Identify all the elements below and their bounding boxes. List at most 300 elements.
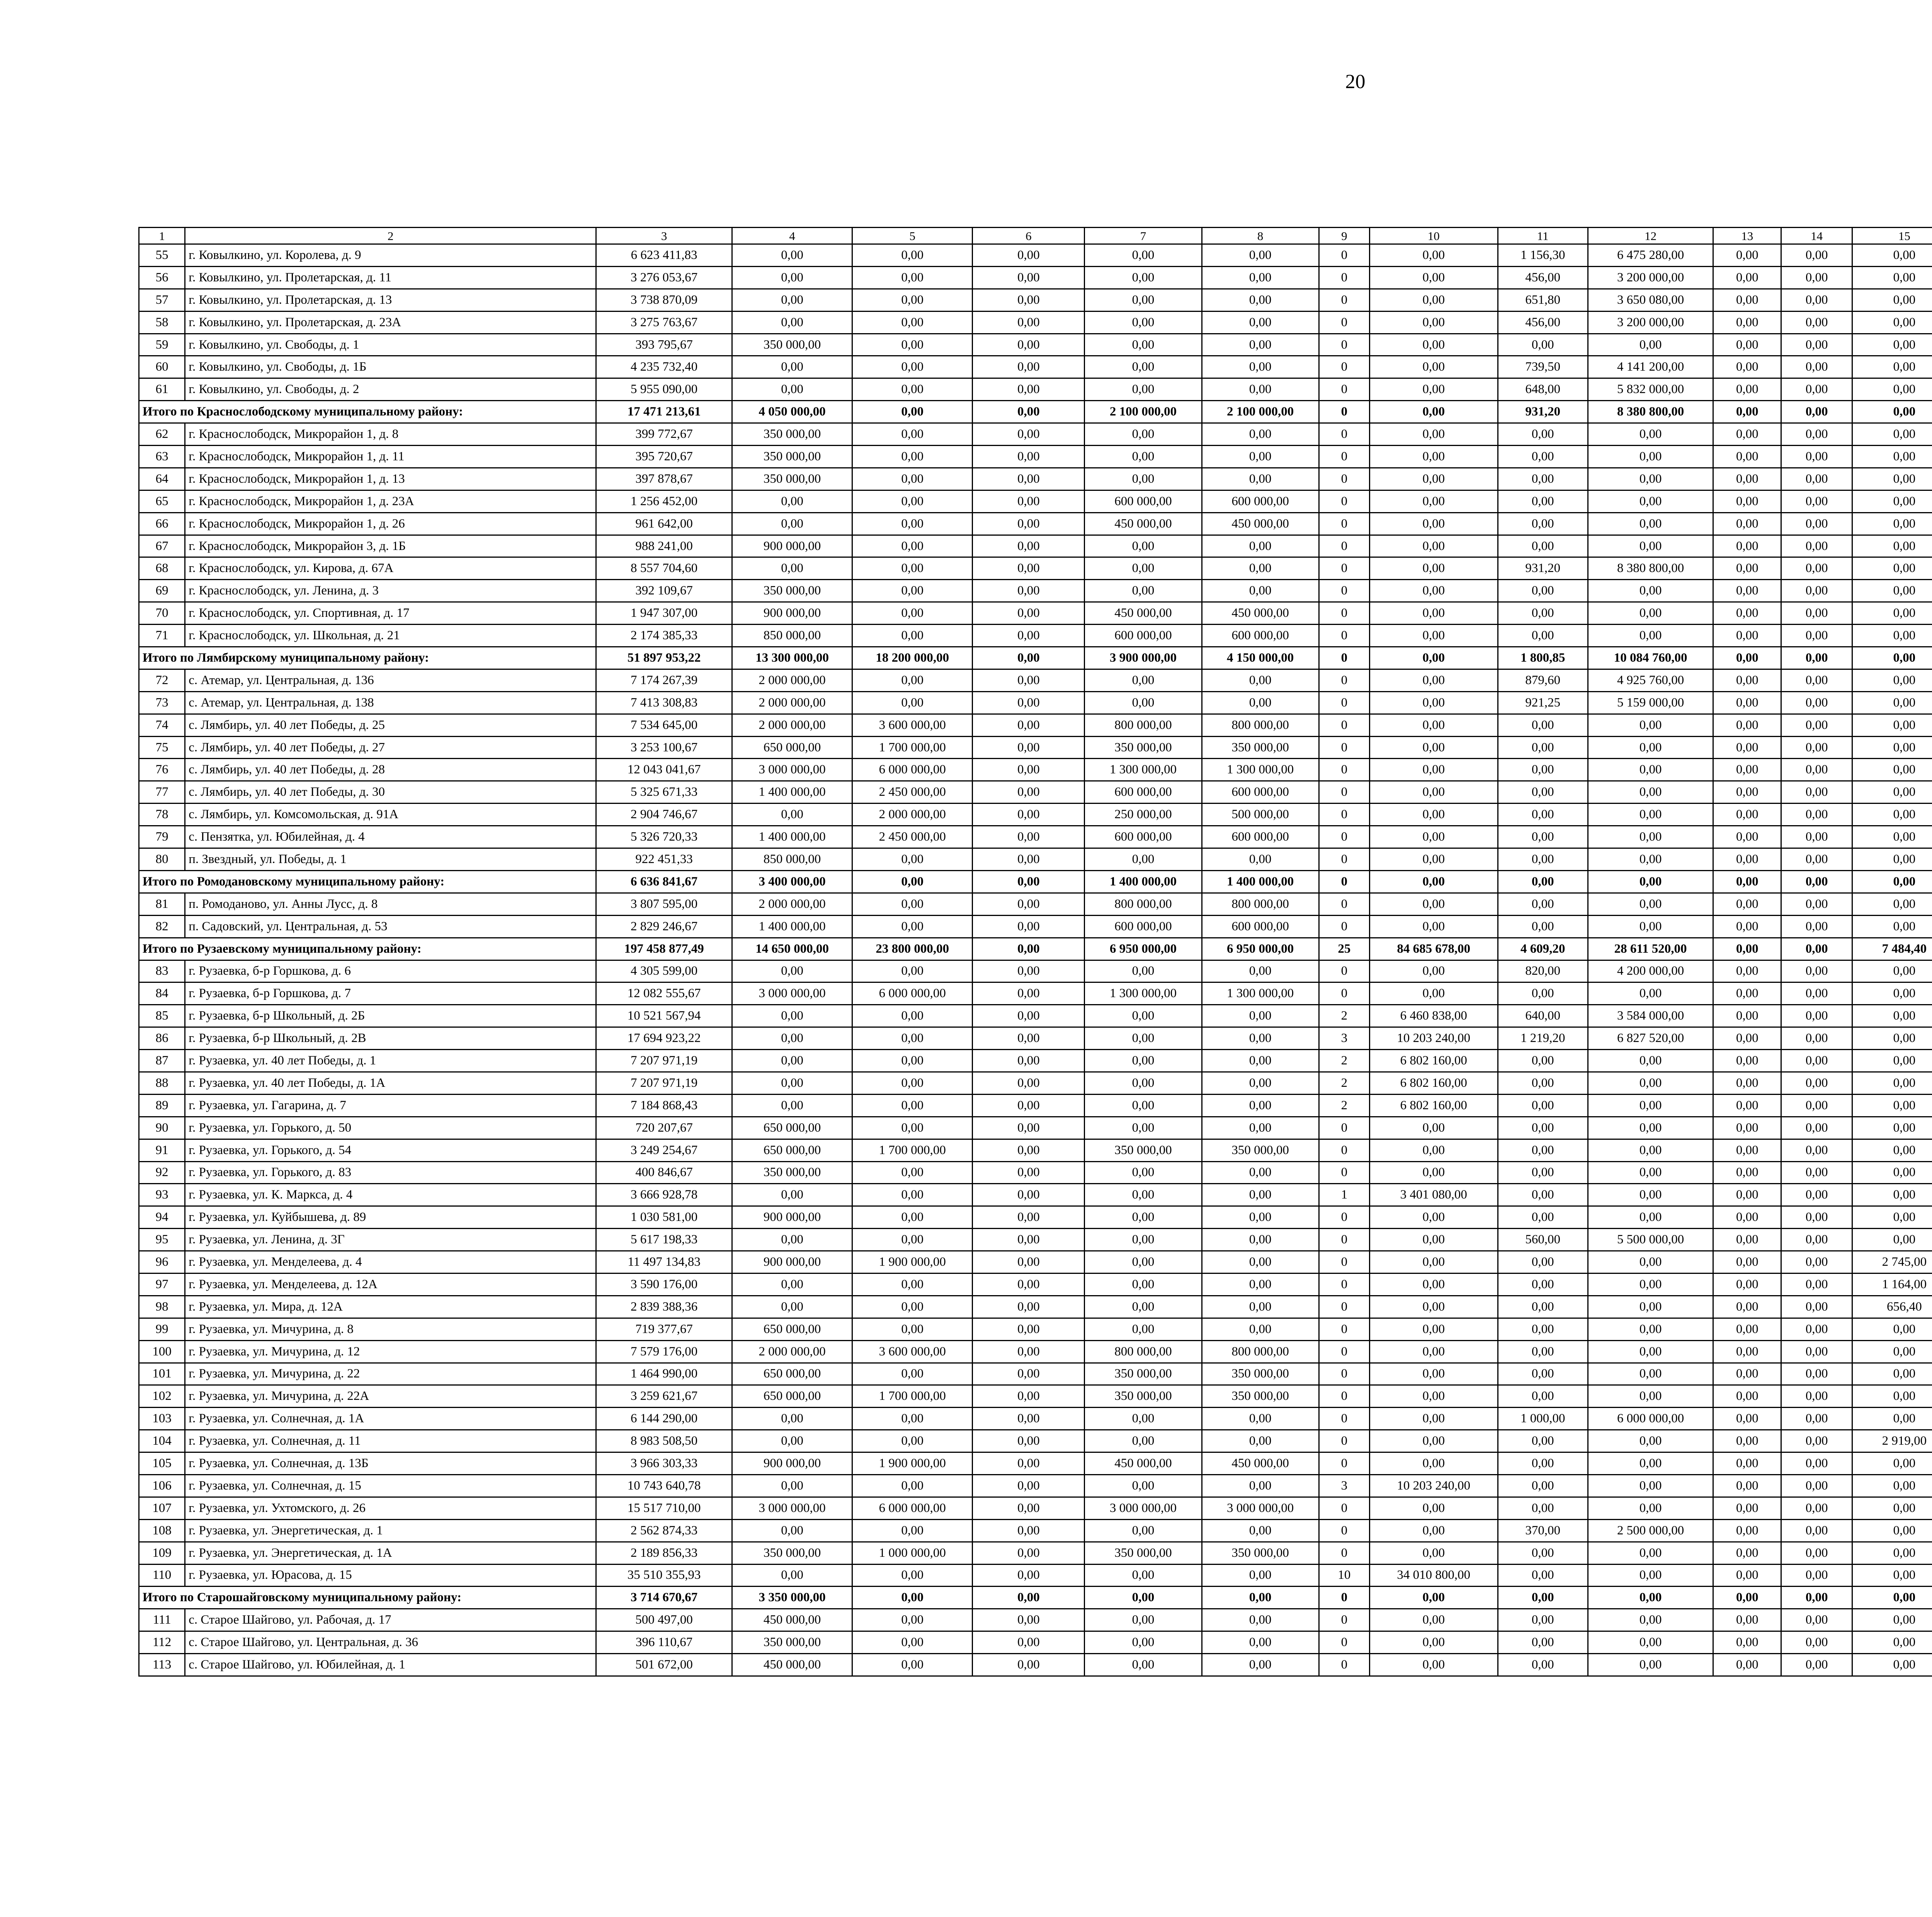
address-cell: п. Ромоданово, ул. Анны Лусс, д. 8	[185, 893, 596, 915]
value-cell: 1 030 581,00	[596, 1206, 732, 1229]
row-number-cell: 77	[139, 781, 185, 804]
value-cell: 1 219,20	[1498, 1027, 1588, 1050]
value-cell: 0,00	[1781, 804, 1852, 826]
value-cell: 17 694 923,22	[596, 1027, 732, 1050]
value-cell: 0,00	[973, 557, 1085, 580]
subtotal-cell: 2 100 000,00	[1202, 401, 1319, 423]
value-cell: 0,00	[1370, 781, 1498, 804]
value-cell: 0,00	[1588, 1609, 1713, 1631]
row-number-cell: 59	[139, 334, 185, 356]
subtotal-cell: 0,00	[1713, 647, 1781, 669]
table-row	[139, 1542, 1932, 1564]
value-cell: 0,00	[1852, 446, 1932, 468]
value-cell: 0,00	[852, 691, 973, 714]
address-cell: г. Краснослободск, ул. Спортивная, д. 17	[185, 602, 596, 625]
value-cell: 0,00	[1370, 580, 1498, 602]
row-number-cell: 64	[139, 468, 185, 490]
value-cell: 6 827 520,00	[1588, 1027, 1713, 1050]
table-row	[139, 1273, 1932, 1296]
value-cell: 3 584 000,00	[1588, 1005, 1713, 1027]
value-cell: 0,00	[1588, 535, 1713, 557]
value-cell: 0,00	[1370, 826, 1498, 848]
value-cell: 720 207,67	[596, 1117, 732, 1139]
value-cell: 0,00	[973, 1318, 1085, 1340]
value-cell: 0,00	[1713, 1027, 1781, 1050]
value-cell: 6 144 290,00	[596, 1408, 732, 1430]
table-row	[139, 1318, 1932, 1340]
value-cell: 0,00	[1781, 1117, 1852, 1139]
value-cell: 0,00	[1085, 580, 1202, 602]
value-cell: 0,00	[1588, 736, 1713, 759]
value-cell: 0,00	[852, 1072, 973, 1094]
value-cell: 5 159 000,00	[1588, 691, 1713, 714]
value-cell: 0,00	[852, 893, 973, 915]
value-cell: 8 557 704,60	[596, 557, 732, 580]
value-cell: 0,00	[1202, 535, 1319, 557]
value-cell: 0,00	[1498, 736, 1588, 759]
address-cell: с. Пензятка, ул. Юбилейная, д. 4	[185, 826, 596, 848]
value-cell: 0,00	[973, 423, 1085, 446]
subtotal-cell: 1 400 000,00	[1202, 870, 1319, 893]
value-cell: 0,00	[1781, 982, 1852, 1005]
value-cell: 399 772,67	[596, 423, 732, 446]
value-cell: 0,00	[1498, 1497, 1588, 1519]
value-cell: 2 904 746,67	[596, 804, 732, 826]
value-cell: 0,00	[1588, 759, 1713, 781]
value-cell: 0,00	[1713, 334, 1781, 356]
subtotal-cell: 18 200 000,00	[852, 647, 973, 669]
value-cell: 0,00	[1713, 423, 1781, 446]
table-row	[139, 1184, 1932, 1206]
table-row	[139, 311, 1932, 334]
value-cell: 0	[1319, 781, 1369, 804]
value-cell: 0,00	[1713, 557, 1781, 580]
value-cell: 0,00	[1588, 468, 1713, 490]
value-cell: 0,00	[732, 289, 852, 311]
address-cell: с. Лямбирь, ул. 40 лет Победы, д. 30	[185, 781, 596, 804]
address-cell: г. Ковылкино, ул. Свободы, д. 2	[185, 378, 596, 401]
subtotal-cell: 0,00	[852, 1587, 973, 1609]
value-cell: 0,00	[1370, 266, 1498, 289]
value-cell: 0,00	[1713, 1631, 1781, 1654]
value-cell: 350 000,00	[732, 580, 852, 602]
value-cell: 2 174 385,33	[596, 625, 732, 647]
subtotal-cell: 197 458 877,49	[596, 938, 732, 960]
value-cell: 0	[1319, 1273, 1369, 1296]
value-cell: 650 000,00	[732, 1318, 852, 1340]
value-cell: 2	[1319, 1072, 1369, 1094]
value-cell: 34 010 800,00	[1370, 1564, 1498, 1587]
value-cell: 0,00	[1370, 446, 1498, 468]
value-cell: 6 000 000,00	[852, 759, 973, 781]
value-cell: 0,00	[973, 691, 1085, 714]
value-cell: 0,00	[1852, 1094, 1932, 1117]
value-cell: 0,00	[852, 848, 973, 871]
value-cell: 0,00	[1370, 311, 1498, 334]
value-cell: 350 000,00	[732, 468, 852, 490]
value-cell: 0,00	[732, 1094, 852, 1117]
value-cell: 3 000 000,00	[732, 982, 852, 1005]
value-cell: 4 200 000,00	[1588, 960, 1713, 982]
row-number-cell: 109	[139, 1542, 185, 1564]
value-cell: 0,00	[852, 1430, 973, 1452]
value-cell: 0,00	[1370, 691, 1498, 714]
value-cell: 0,00	[852, 378, 973, 401]
value-cell: 0,00	[1852, 915, 1932, 938]
value-cell: 393 795,67	[596, 334, 732, 356]
value-cell: 0,00	[1202, 1027, 1319, 1050]
value-cell: 0,00	[1085, 468, 1202, 490]
column-number-cell: 2	[185, 228, 596, 244]
value-cell: 12 043 041,67	[596, 759, 732, 781]
value-cell: 0,00	[732, 1430, 852, 1452]
value-cell: 0,00	[973, 334, 1085, 356]
value-cell: 0,00	[1713, 1408, 1781, 1430]
value-cell: 0,00	[1202, 1251, 1319, 1273]
value-cell: 5 832 000,00	[1588, 378, 1713, 401]
value-cell: 0,00	[973, 736, 1085, 759]
value-cell: 651,80	[1498, 289, 1588, 311]
address-cell: г. Рузаевка, ул. 40 лет Победы, д. 1А	[185, 1072, 596, 1094]
value-cell: 350 000,00	[732, 1542, 852, 1564]
value-cell: 0,00	[1588, 1273, 1713, 1296]
value-cell: 0,00	[1202, 244, 1319, 267]
value-cell: 0,00	[1202, 1094, 1319, 1117]
value-cell: 0,00	[1202, 311, 1319, 334]
value-cell: 1 700 000,00	[852, 1139, 973, 1161]
table-row	[139, 557, 1932, 580]
value-cell: 0,00	[1713, 691, 1781, 714]
subtotal-cell: 0,00	[1498, 870, 1588, 893]
value-cell: 640,00	[1498, 1005, 1588, 1027]
value-cell: 0,00	[973, 244, 1085, 267]
value-cell: 0,00	[1498, 1452, 1588, 1475]
address-cell: г. Рузаевка, ул. Горького, д. 83	[185, 1161, 596, 1184]
subtotal-cell: 0,00	[1498, 1587, 1588, 1609]
value-cell: 0,00	[1852, 1609, 1932, 1631]
value-cell: 0,00	[973, 893, 1085, 915]
value-cell: 0,00	[1202, 1184, 1319, 1206]
value-cell: 0,00	[852, 1519, 973, 1542]
value-cell: 0,00	[1202, 356, 1319, 378]
value-cell: 1 300 000,00	[1085, 759, 1202, 781]
value-cell: 0	[1319, 244, 1369, 267]
value-cell: 0,00	[973, 535, 1085, 557]
value-cell: 0,00	[1370, 289, 1498, 311]
value-cell: 0,00	[1498, 982, 1588, 1005]
value-cell: 0,00	[1713, 1094, 1781, 1117]
value-cell: 6 000 000,00	[852, 982, 973, 1005]
value-cell: 0,00	[852, 1363, 973, 1385]
subtotal-cell: 0,00	[973, 1587, 1085, 1609]
subtotal-cell: 0,00	[1852, 870, 1932, 893]
address-cell: г. Краснослободск, ул. Школьная, д. 21	[185, 625, 596, 647]
value-cell: 0,00	[1713, 1139, 1781, 1161]
value-cell: 3 000 000,00	[732, 759, 852, 781]
address-cell: п. Садовский, ул. Центральная, д. 53	[185, 915, 596, 938]
value-cell: 0,00	[852, 625, 973, 647]
value-cell: 6 000 000,00	[1588, 1408, 1713, 1430]
value-cell: 0,00	[1713, 1385, 1781, 1408]
value-cell: 1 400 000,00	[732, 826, 852, 848]
value-cell: 0,00	[973, 1072, 1085, 1094]
value-cell: 0,00	[732, 266, 852, 289]
address-cell: г. Краснослободск, Микрорайон 1, д. 8	[185, 423, 596, 446]
address-cell: с. Лямбирь, ул. 40 лет Победы, д. 25	[185, 714, 596, 736]
value-cell: 5 617 198,33	[596, 1229, 732, 1251]
subtotal-cell: 13 300 000,00	[732, 647, 852, 669]
table-row	[139, 1408, 1932, 1430]
subtotal-cell: 0,00	[1713, 401, 1781, 423]
value-cell: 0,00	[1781, 490, 1852, 512]
value-cell: 0,00	[973, 982, 1085, 1005]
value-cell: 3	[1319, 1474, 1369, 1497]
value-cell: 0,00	[1498, 826, 1588, 848]
address-cell: г. Рузаевка, ул. Солнечная, д. 15	[185, 1474, 596, 1497]
table-row	[139, 1497, 1932, 1519]
value-cell: 0,00	[973, 714, 1085, 736]
value-cell: 0,00	[852, 468, 973, 490]
table-row	[139, 1072, 1932, 1094]
table-row	[139, 1564, 1932, 1587]
table-row	[139, 1005, 1932, 1027]
value-cell: 0	[1319, 1161, 1369, 1184]
value-cell: 7 174 267,39	[596, 669, 732, 691]
table-row	[139, 893, 1932, 915]
value-cell: 0	[1319, 1206, 1369, 1229]
value-cell: 0	[1319, 1251, 1369, 1273]
value-cell: 0,00	[1085, 266, 1202, 289]
table-row	[139, 781, 1932, 804]
value-cell: 0,00	[1713, 804, 1781, 826]
value-cell: 0,00	[852, 289, 973, 311]
value-cell: 0,00	[1781, 557, 1852, 580]
table-row	[139, 1474, 1932, 1497]
value-cell: 0,00	[1781, 736, 1852, 759]
table-row	[139, 960, 1932, 982]
value-cell: 0	[1319, 1340, 1369, 1363]
address-cell: г. Рузаевка, ул. Энергетическая, д. 1	[185, 1519, 596, 1542]
table-row	[139, 1206, 1932, 1229]
value-cell: 0,00	[1498, 804, 1588, 826]
value-cell: 0,00	[732, 1519, 852, 1542]
value-cell: 0,00	[1588, 1363, 1713, 1385]
value-cell: 600 000,00	[1085, 625, 1202, 647]
value-cell: 0,00	[732, 244, 852, 267]
row-number-cell: 75	[139, 736, 185, 759]
value-cell: 5 325 671,33	[596, 781, 732, 804]
value-cell: 0,00	[1370, 848, 1498, 871]
value-cell: 0,00	[852, 244, 973, 267]
subtotal-cell: 17 471 213,61	[596, 401, 732, 423]
table-row	[139, 826, 1932, 848]
value-cell: 650 000,00	[732, 1139, 852, 1161]
subtotal-cell: 28 611 520,00	[1588, 938, 1713, 960]
value-cell: 0,00	[973, 1542, 1085, 1564]
value-cell: 0,00	[1713, 1564, 1781, 1587]
subtotal-cell: 0,00	[1713, 1587, 1781, 1609]
value-cell: 0,00	[732, 490, 852, 512]
table-row	[139, 490, 1932, 512]
value-cell: 3 807 595,00	[596, 893, 732, 915]
address-cell: г. Краснослободск, ул. Ленина, д. 3	[185, 580, 596, 602]
subtotal-cell: 0,00	[973, 938, 1085, 960]
value-cell: 0,00	[1852, 289, 1932, 311]
value-cell: 0,00	[852, 580, 973, 602]
value-cell: 0,00	[973, 1251, 1085, 1273]
value-cell: 0,00	[1781, 669, 1852, 691]
value-cell: 1 300 000,00	[1202, 759, 1319, 781]
value-cell: 456,00	[1498, 311, 1588, 334]
value-cell: 0,00	[1202, 1564, 1319, 1587]
value-cell: 0,00	[1202, 1474, 1319, 1497]
value-cell: 0,00	[1852, 557, 1932, 580]
value-cell: 0,00	[1498, 1631, 1588, 1654]
table-row	[139, 580, 1932, 602]
row-number-cell: 106	[139, 1474, 185, 1497]
value-cell: 0,00	[973, 1564, 1085, 1587]
value-cell: 0,00	[1498, 1542, 1588, 1564]
value-cell: 0	[1319, 580, 1369, 602]
row-number-cell: 93	[139, 1184, 185, 1206]
value-cell: 0,00	[732, 1050, 852, 1072]
value-cell: 921,25	[1498, 691, 1588, 714]
value-cell: 0,00	[1085, 1408, 1202, 1430]
address-cell: г. Рузаевка, ул. Менделеева, д. 12А	[185, 1273, 596, 1296]
row-number-cell: 56	[139, 266, 185, 289]
value-cell: 0,00	[1085, 356, 1202, 378]
value-cell: 800 000,00	[1202, 893, 1319, 915]
value-cell: 0,00	[1085, 311, 1202, 334]
value-cell: 8 380 800,00	[1588, 557, 1713, 580]
value-cell: 1 300 000,00	[1202, 982, 1319, 1005]
table-row	[139, 804, 1932, 826]
address-cell: г. Рузаевка, ул. Менделеева, д. 4	[185, 1251, 596, 1273]
value-cell: 0,00	[973, 1609, 1085, 1631]
row-number-cell: 112	[139, 1631, 185, 1654]
value-cell: 0,00	[1713, 266, 1781, 289]
value-cell: 0,00	[1085, 1184, 1202, 1206]
table-row	[139, 512, 1932, 535]
value-cell: 0,00	[1713, 1474, 1781, 1497]
subtotal-cell: 0,00	[852, 870, 973, 893]
value-cell: 3 738 870,09	[596, 289, 732, 311]
value-cell: 0,00	[1781, 446, 1852, 468]
value-cell: 0,00	[732, 1273, 852, 1296]
value-cell: 0,00	[1713, 1229, 1781, 1251]
value-cell: 0	[1319, 378, 1369, 401]
value-cell: 0	[1319, 1430, 1369, 1452]
subtotal-cell: 0,00	[1852, 647, 1932, 669]
value-cell: 0,00	[1852, 960, 1932, 982]
value-cell: 0,00	[1713, 826, 1781, 848]
value-cell: 0,00	[1202, 960, 1319, 982]
value-cell: 0,00	[1588, 804, 1713, 826]
value-cell: 0	[1319, 1452, 1369, 1475]
value-cell: 0,00	[1588, 490, 1713, 512]
value-cell: 0	[1319, 266, 1369, 289]
value-cell: 0,00	[1852, 1050, 1932, 1072]
value-cell: 350 000,00	[732, 446, 852, 468]
value-cell: 0,00	[1781, 535, 1852, 557]
value-cell: 0,00	[973, 1139, 1085, 1161]
table-row	[139, 1609, 1932, 1631]
value-cell: 0,00	[1085, 1430, 1202, 1452]
row-number-cell: 76	[139, 759, 185, 781]
row-number-cell: 86	[139, 1027, 185, 1050]
value-cell: 0,00	[852, 1318, 973, 1340]
value-cell: 0,00	[1588, 602, 1713, 625]
value-cell: 10 203 240,00	[1370, 1027, 1498, 1050]
value-cell: 0,00	[973, 1050, 1085, 1072]
value-cell: 0,00	[1781, 714, 1852, 736]
value-cell: 0,00	[973, 490, 1085, 512]
value-cell: 0,00	[1781, 1430, 1852, 1452]
value-cell: 0,00	[1498, 446, 1588, 468]
subtotal-cell: 0	[1319, 401, 1369, 423]
value-cell: 0,00	[1852, 1139, 1932, 1161]
value-cell: 0,00	[1713, 625, 1781, 647]
value-cell: 0,00	[852, 557, 973, 580]
value-cell: 0,00	[1713, 1005, 1781, 1027]
address-cell: г. Рузаевка, ул. Мичурина, д. 22А	[185, 1385, 596, 1408]
row-number-cell: 71	[139, 625, 185, 647]
value-cell: 0,00	[1370, 1408, 1498, 1430]
value-cell: 931,20	[1498, 557, 1588, 580]
value-cell: 0,00	[732, 960, 852, 982]
row-number-cell: 67	[139, 535, 185, 557]
value-cell: 0,00	[1588, 893, 1713, 915]
value-cell: 800 000,00	[1202, 714, 1319, 736]
column-number-cell: 6	[973, 228, 1085, 244]
table-row	[139, 848, 1932, 871]
subtotal-cell: 0	[1319, 870, 1369, 893]
value-cell: 0,00	[1781, 512, 1852, 535]
address-cell: г. Рузаевка, ул. Мичурина, д. 8	[185, 1318, 596, 1340]
value-cell: 0,00	[852, 1206, 973, 1229]
value-cell: 0,00	[1781, 580, 1852, 602]
value-cell: 0,00	[1588, 1631, 1713, 1654]
value-cell: 0,00	[1498, 1363, 1588, 1385]
value-cell: 0,00	[1713, 289, 1781, 311]
value-cell: 0,00	[1852, 1542, 1932, 1564]
value-cell: 0,00	[1713, 1318, 1781, 1340]
value-cell: 0,00	[1085, 557, 1202, 580]
value-cell: 0	[1319, 1229, 1369, 1251]
value-cell: 0,00	[852, 669, 973, 691]
value-cell: 0,00	[1588, 1072, 1713, 1094]
value-cell: 11 497 134,83	[596, 1251, 732, 1273]
value-cell: 0,00	[852, 311, 973, 334]
value-cell: 0,00	[1713, 960, 1781, 982]
value-cell: 0	[1319, 1631, 1369, 1654]
value-cell: 0,00	[1202, 468, 1319, 490]
subtotal-cell: 931,20	[1498, 401, 1588, 423]
subtotal-cell: 0,00	[852, 401, 973, 423]
value-cell: 0	[1319, 1385, 1369, 1408]
value-cell: 0,00	[1370, 893, 1498, 915]
value-cell: 350 000,00	[1202, 736, 1319, 759]
table-row	[139, 915, 1932, 938]
value-cell: 0,00	[1852, 244, 1932, 267]
value-cell: 0,00	[1852, 311, 1932, 334]
value-cell: 2 000 000,00	[852, 804, 973, 826]
value-cell: 0,00	[1085, 1229, 1202, 1251]
value-cell: 400 846,67	[596, 1161, 732, 1184]
value-cell: 0,00	[732, 1184, 852, 1206]
address-cell: с. Старое Шайгово, ул. Юбилейная, д. 1	[185, 1654, 596, 1676]
value-cell: 0,00	[1781, 1519, 1852, 1542]
